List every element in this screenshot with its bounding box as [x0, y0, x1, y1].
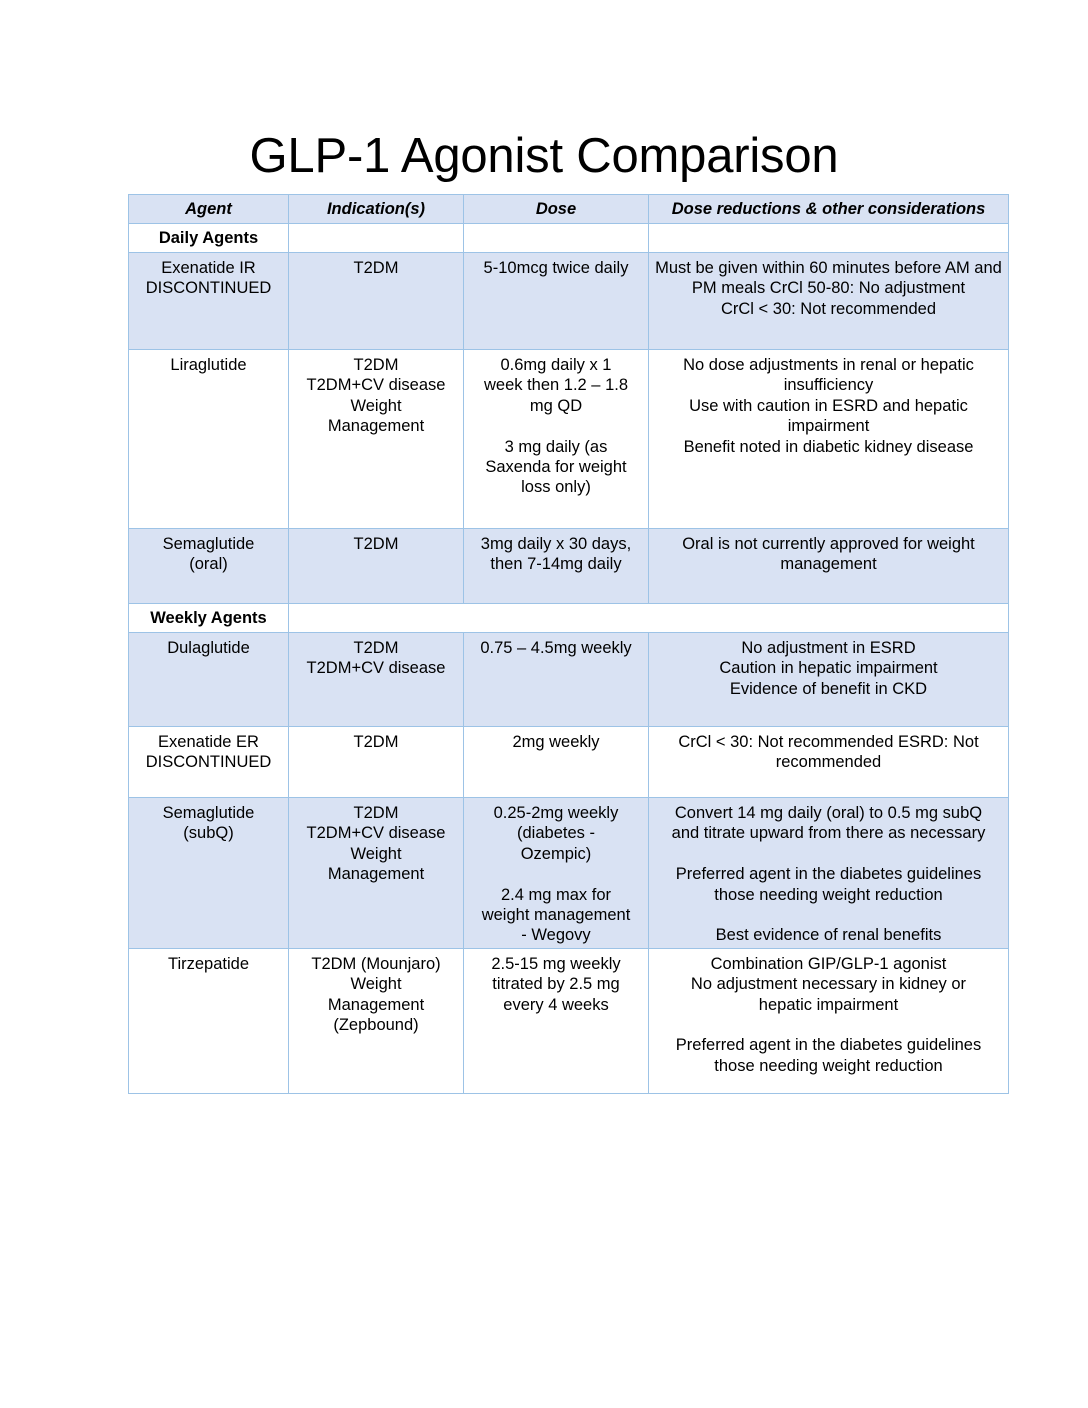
- considerations-cell: Must be given within 60 minutes before AM and PM meals CrCl 50-80: No adjustment CrCl < 30: Not recommended: [649, 253, 1009, 350]
- section-row-daily-agents: [129, 224, 1009, 253]
- page-title: GLP-1 Agonist Comparison: [249, 129, 839, 183]
- table-row-liraglutide: [129, 350, 1009, 529]
- agent-cell: Exenatide IR DISCONTINUED: [129, 253, 289, 350]
- table-header-row: [129, 195, 1009, 224]
- agent-cell: Exenatide ER DISCONTINUED: [129, 727, 289, 798]
- column-header-considerations: Dose reductions & other considerations: [649, 195, 1009, 224]
- column-header-agent: Agent: [129, 195, 289, 224]
- considerations-cell: No dose adjustments in renal or hepatic insufficiency Use with caution in ESRD and hepatic impairment Benefit noted in diabetic kidney disease: [649, 350, 1009, 529]
- agent-cell: Tirzepatide: [129, 948, 289, 1093]
- considerations-cell: CrCl < 30: Not recommended ESRD: Not recommended: [649, 727, 1009, 798]
- table-row-semaglutide-oral: [129, 529, 1009, 604]
- considerations-cell: Combination GIP/GLP-1 agonist No adjustment necessary in kidney or hepatic impairment Preferred agent in the diabetes guidelines those needing weight reduction: [649, 948, 1009, 1093]
- indication-cell: T2DM: [289, 529, 464, 604]
- indication-cell: T2DM: [289, 727, 464, 798]
- dose-cell: 2.5-15 mg weekly titrated by 2.5 mg every 4 weeks: [464, 948, 649, 1093]
- table-row-tirzepatide: [129, 948, 1009, 1093]
- agent-cell: Semaglutide (subQ): [129, 798, 289, 949]
- indication-cell: T2DM T2DM+CV disease Weight Management: [289, 798, 464, 949]
- column-header-dose: Dose: [464, 195, 649, 224]
- indication-cell: T2DM: [289, 253, 464, 350]
- indication-cell: T2DM (Mounjaro) Weight Management (Zepbound): [289, 948, 464, 1093]
- table-row-dulaglutide: [129, 633, 1009, 727]
- dose-cell: 0.75 – 4.5mg weekly: [464, 633, 649, 727]
- agent-cell: Dulaglutide: [129, 633, 289, 727]
- section-label: Weekly Agents: [129, 604, 289, 633]
- comparison-table: [128, 194, 1009, 1094]
- dose-cell: 5-10mcg twice daily: [464, 253, 649, 350]
- dose-cell: 3mg daily x 30 days, then 7-14mg daily: [464, 529, 649, 604]
- section-label: Daily Agents: [129, 224, 289, 253]
- indication-cell: T2DM T2DM+CV disease: [289, 633, 464, 727]
- indication-cell: T2DM T2DM+CV disease Weight Management: [289, 350, 464, 529]
- agent-cell: Semaglutide (oral): [129, 529, 289, 604]
- table-row-semaglutide-subq: [129, 798, 1009, 949]
- column-header-indications: Indication(s): [289, 195, 464, 224]
- table-row-exenatide-ir: [129, 253, 1009, 350]
- dose-cell: 2mg weekly: [464, 727, 649, 798]
- considerations-cell: Convert 14 mg daily (oral) to 0.5 mg subQ and titrate upward from there as necessary Preferred agent in the diabetes guidelines those needing weight reduction Best evidence of renal benefits: [649, 798, 1009, 949]
- table-row-exenatide-er: [129, 727, 1009, 798]
- considerations-cell: Oral is not currently approved for weight management: [649, 529, 1009, 604]
- agent-cell: Liraglutide: [129, 350, 289, 529]
- considerations-cell: No adjustment in ESRD Caution in hepatic impairment Evidence of benefit in CKD: [649, 633, 1009, 727]
- section-row-weekly-agents: [129, 604, 1009, 633]
- dose-cell: 0.25-2mg weekly (diabetes - Ozempic) 2.4 mg max for weight management - Wegovy: [464, 798, 649, 949]
- dose-cell: 0.6mg daily x 1 week then 1.2 – 1.8 mg QD 3 mg daily (as Saxenda for weight loss only): [464, 350, 649, 529]
